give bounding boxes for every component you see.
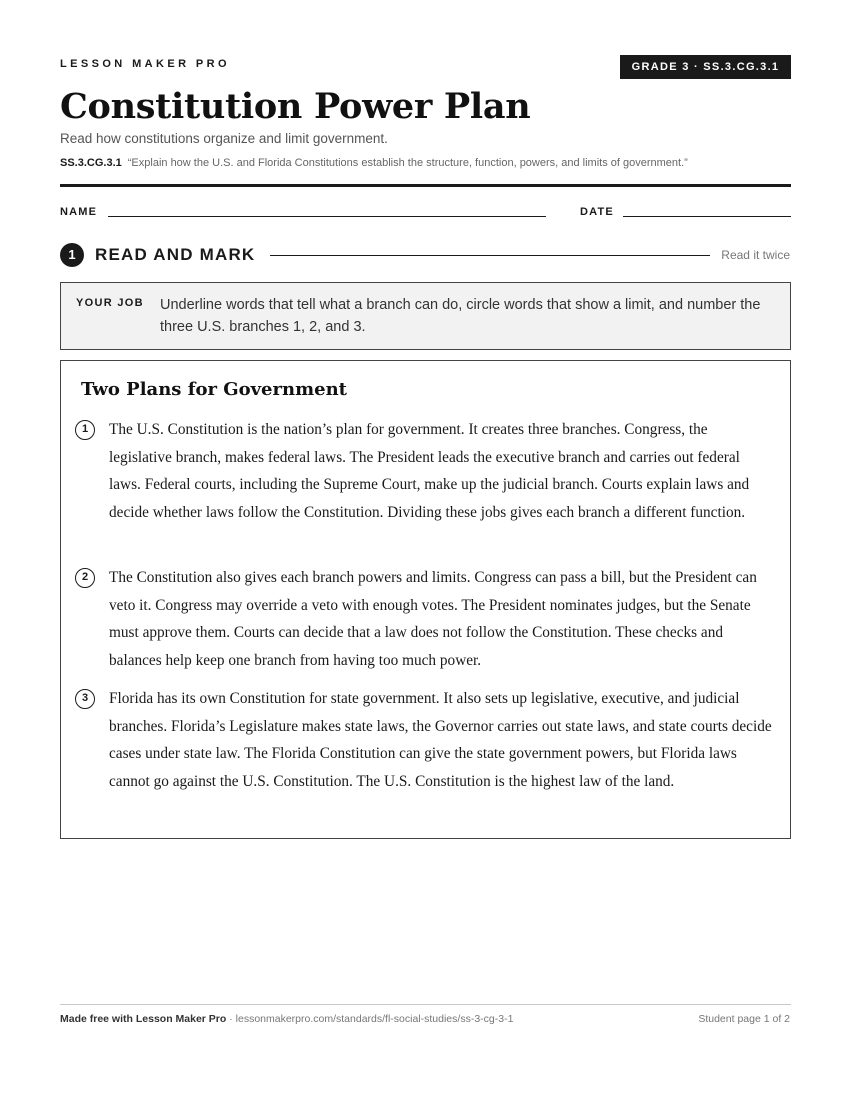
- paragraph-text: Florida has its own Constitution for state government. It also sets up legislative, executive, and judicial branches. Florida’s Legislature makes state laws, the Governor carries out state laws, and state courts decide cases under state law. The Florida Constitution can give the state government powers, but Florida laws cannot go against the U.S. Constitution. The U.S. Constitution is the highest law of the land.: [109, 690, 772, 790]
- section-divider: [270, 255, 710, 256]
- page-indicator: Student page 1 of 2: [698, 1013, 790, 1025]
- standard-line: [60, 157, 688, 169]
- footer-credit: [60, 1013, 513, 1025]
- brand-name: LESSON MAKER PRO: [60, 58, 230, 70]
- paragraph-text: The Constitution also gives each branch powers and limits. Congress can pass a bill, but the President can veto it. Congress may override a veto with enough votes. The President nominates judges, but the Senate must approve them. Courts can decide that a law does not follow the Constitution. These checks and balances help keep one branch from having too much power.: [109, 569, 757, 669]
- section-number-badge: 1: [60, 243, 84, 267]
- footer-made-with: Made free with Lesson Maker Pro: [60, 1013, 227, 1025]
- reading-passage: [60, 360, 791, 839]
- name-field[interactable]: [108, 216, 546, 217]
- date-label: DATE: [580, 206, 614, 218]
- passage-paragraph: [75, 416, 775, 556]
- passage-paragraph: [75, 685, 775, 825]
- page-subtitle: Read how constitutions organize and limit government.: [60, 131, 388, 146]
- standard-code: SS.3.CG.3.1: [60, 157, 122, 169]
- paragraph-number: 2: [75, 568, 95, 588]
- footer-divider: [60, 1004, 791, 1005]
- paragraph-number: 1: [75, 420, 95, 440]
- passage-paragraph: [75, 564, 775, 676]
- name-label: NAME: [60, 206, 98, 218]
- job-instructions: Underline words that tell what a branch can do, circle words that show a limit, and number the three U.S. branches 1, 2, and 3.: [160, 297, 761, 335]
- section-title: READ AND MARK: [95, 245, 256, 264]
- page-title: Constitution Power Plan: [60, 86, 531, 127]
- passage-title: Two Plans for Government: [81, 379, 347, 400]
- standard-text: “Explain how the U.S. and Florida Constitutions establish the structure, function, powers, and limits of government.”: [127, 157, 688, 169]
- header-divider: [60, 184, 791, 187]
- paragraph-text: The U.S. Constitution is the nation’s plan for government. It creates three branches. Congress, the legislative branch, makes federal laws. The President leads the executive branch and carries out federal laws. Federal courts, including the Supreme Court, make up the judicial branch. Courts explain laws and decide whether laws follow the Constitution. Dividing these jobs gives each branch a different function.: [109, 421, 750, 521]
- date-field[interactable]: [623, 216, 791, 217]
- job-box: [60, 282, 791, 350]
- grade-badge: GRADE 3 · SS.3.CG.3.1: [620, 55, 791, 79]
- section-note: Read it twice: [721, 248, 790, 262]
- job-label: YOUR JOB: [76, 297, 144, 309]
- footer-url[interactable]: · lessonmakerpro.com/standards/fl-social-studies/ss-3-cg-3-1: [226, 1013, 514, 1025]
- paragraph-number: 3: [75, 689, 95, 709]
